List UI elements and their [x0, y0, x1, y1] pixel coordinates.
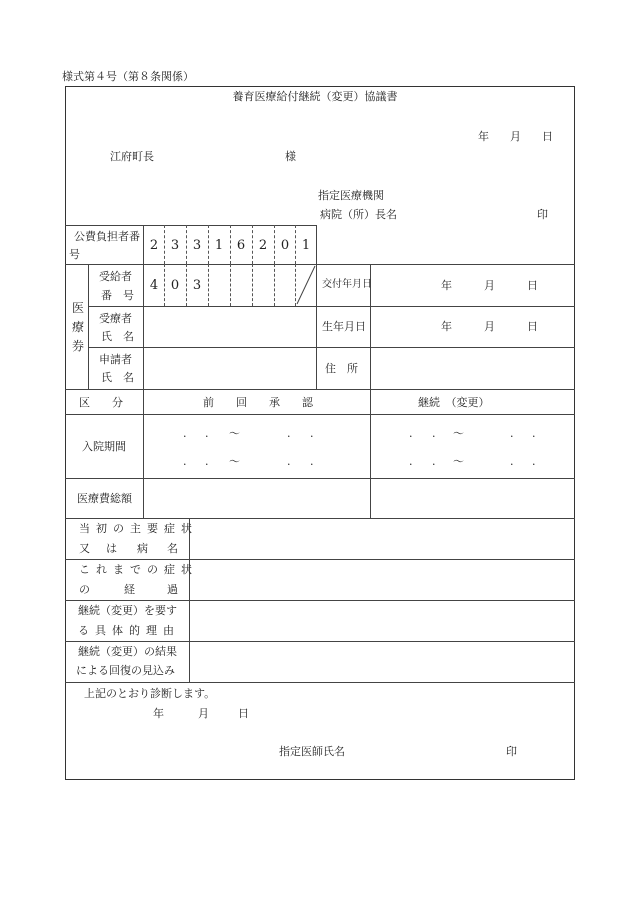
institution-label: 指定医療機関	[318, 189, 384, 202]
public-burden-digit: 0	[280, 238, 290, 253]
applicant-name-label-cont: 氏 名	[101, 371, 134, 384]
rule	[65, 518, 575, 519]
issue-date-label: 交付年月日	[322, 279, 372, 290]
medical-cost-label: 医療費総額	[77, 492, 132, 505]
date-dot: .	[183, 455, 187, 468]
date-dot: .	[510, 455, 514, 468]
tilde-mark: 〜	[453, 455, 464, 468]
course-label-char: 過	[167, 583, 178, 596]
continuation-label: 継続 （変更）	[418, 396, 490, 409]
recipient-digit: 0	[170, 278, 180, 293]
initial-symptoms-label: 当初の主要症状	[79, 522, 198, 535]
public-burden-digit: 6	[236, 238, 246, 253]
date-dot: .	[409, 427, 413, 440]
public-burden-label-cont: 号	[69, 248, 80, 261]
date-dot: .	[310, 427, 314, 440]
birth-date-label: 生年月日	[322, 320, 366, 333]
form-title: 養育医療給付継続（変更）協議書	[232, 90, 398, 103]
rule	[88, 264, 89, 389]
recipient-digit: 3	[192, 278, 202, 293]
rule	[143, 264, 144, 518]
header-year: 年	[478, 130, 489, 143]
date-dot: .	[432, 455, 436, 468]
digit-divider	[208, 264, 209, 306]
rule	[65, 389, 575, 390]
birth-date-year: 年	[441, 320, 452, 333]
address-label: 住 所	[325, 362, 358, 375]
course-label-char: 経	[124, 583, 135, 596]
rule	[316, 225, 317, 264]
date-dot: .	[409, 455, 413, 468]
doctor-seal: 印	[506, 745, 517, 758]
public-burden-digit: 1	[301, 238, 311, 253]
rule	[370, 264, 371, 518]
rule	[65, 641, 575, 642]
public-burden-digit: 2	[258, 238, 268, 253]
date-dot: .	[432, 427, 436, 440]
rule	[65, 478, 575, 479]
institution-seal: 印	[537, 208, 548, 221]
patient-name-label: 受療者	[99, 312, 132, 325]
slash-mark	[295, 264, 317, 306]
issue-date-month: 月	[484, 279, 495, 292]
diagnosis-statement: 上記のとおり診断します。	[84, 687, 216, 700]
course-label-char: の	[79, 583, 90, 596]
rule	[88, 306, 575, 307]
initial-symptoms-label-char: は	[106, 542, 117, 555]
initial-symptoms-label-char: 又	[79, 542, 90, 555]
previous-approval-label: 前 回 承 認	[203, 396, 313, 409]
reason-label-cont: る具体的理由	[78, 624, 180, 637]
public-burden-label: 公費負担者番	[74, 230, 140, 243]
recipient-number-label-cont: 番 号	[101, 289, 134, 302]
date-dot: .	[287, 455, 291, 468]
header-day: 日	[542, 130, 553, 143]
birth-date-month: 月	[484, 320, 495, 333]
tilde-mark: 〜	[229, 427, 240, 440]
doctor-name-label: 指定医師氏名	[279, 745, 345, 758]
hospitalization-label: 入院期間	[82, 440, 126, 453]
rule	[65, 225, 316, 226]
rule	[88, 347, 575, 348]
form-number: 様式第４号（第８条関係）	[62, 70, 194, 83]
rule	[65, 264, 575, 265]
date-dot: .	[287, 427, 291, 440]
public-burden-digit: 2	[149, 238, 159, 253]
outlook-label: 継続（変更）の結果	[78, 645, 177, 658]
diagnosis-month: 月	[198, 707, 209, 720]
date-dot: .	[532, 455, 536, 468]
course-label: これまでの症状	[79, 563, 198, 576]
digit-divider	[252, 264, 253, 306]
category-label: 区 分	[79, 396, 123, 409]
tilde-mark: 〜	[229, 455, 240, 468]
addressee-name: 江府町長	[110, 150, 154, 163]
rule	[65, 559, 575, 560]
diagnosis-day: 日	[238, 707, 249, 720]
public-burden-digit: 1	[214, 238, 224, 253]
digit-divider	[274, 264, 275, 306]
date-dot: .	[532, 427, 536, 440]
issue-date-year: 年	[441, 279, 452, 292]
recipient-number-label: 受給者	[99, 270, 132, 283]
rule	[189, 518, 190, 682]
reason-label: 継続（変更）を要す	[78, 604, 177, 617]
addressee-honorific: 様	[285, 150, 296, 163]
issue-date-day: 日	[527, 279, 538, 292]
date-dot: .	[183, 427, 187, 440]
diagnosis-year: 年	[153, 707, 164, 720]
applicant-name-label: 申請者	[99, 353, 132, 366]
digit-divider	[230, 264, 231, 306]
initial-symptoms-label-char: 病	[137, 542, 148, 555]
date-dot: .	[510, 427, 514, 440]
rule	[65, 600, 575, 601]
birth-date-day: 日	[527, 320, 538, 333]
public-burden-digit: 3	[170, 238, 180, 253]
institution-head-label: 病院（所）長名	[320, 208, 397, 221]
date-dot: .	[310, 455, 314, 468]
rule	[65, 682, 575, 683]
rule	[65, 414, 575, 415]
date-dot: .	[205, 455, 209, 468]
medical-ticket-label: 医療券	[71, 301, 84, 353]
header-month: 月	[510, 130, 521, 143]
public-burden-digit: 3	[192, 238, 202, 253]
outlook-label-cont: による回復の見込み	[76, 664, 175, 677]
initial-symptoms-label-char: 名	[167, 542, 178, 555]
patient-name-label-cont: 氏 名	[101, 330, 134, 343]
date-dot: .	[205, 427, 209, 440]
tilde-mark: 〜	[453, 427, 464, 440]
recipient-digit: 4	[149, 278, 159, 293]
